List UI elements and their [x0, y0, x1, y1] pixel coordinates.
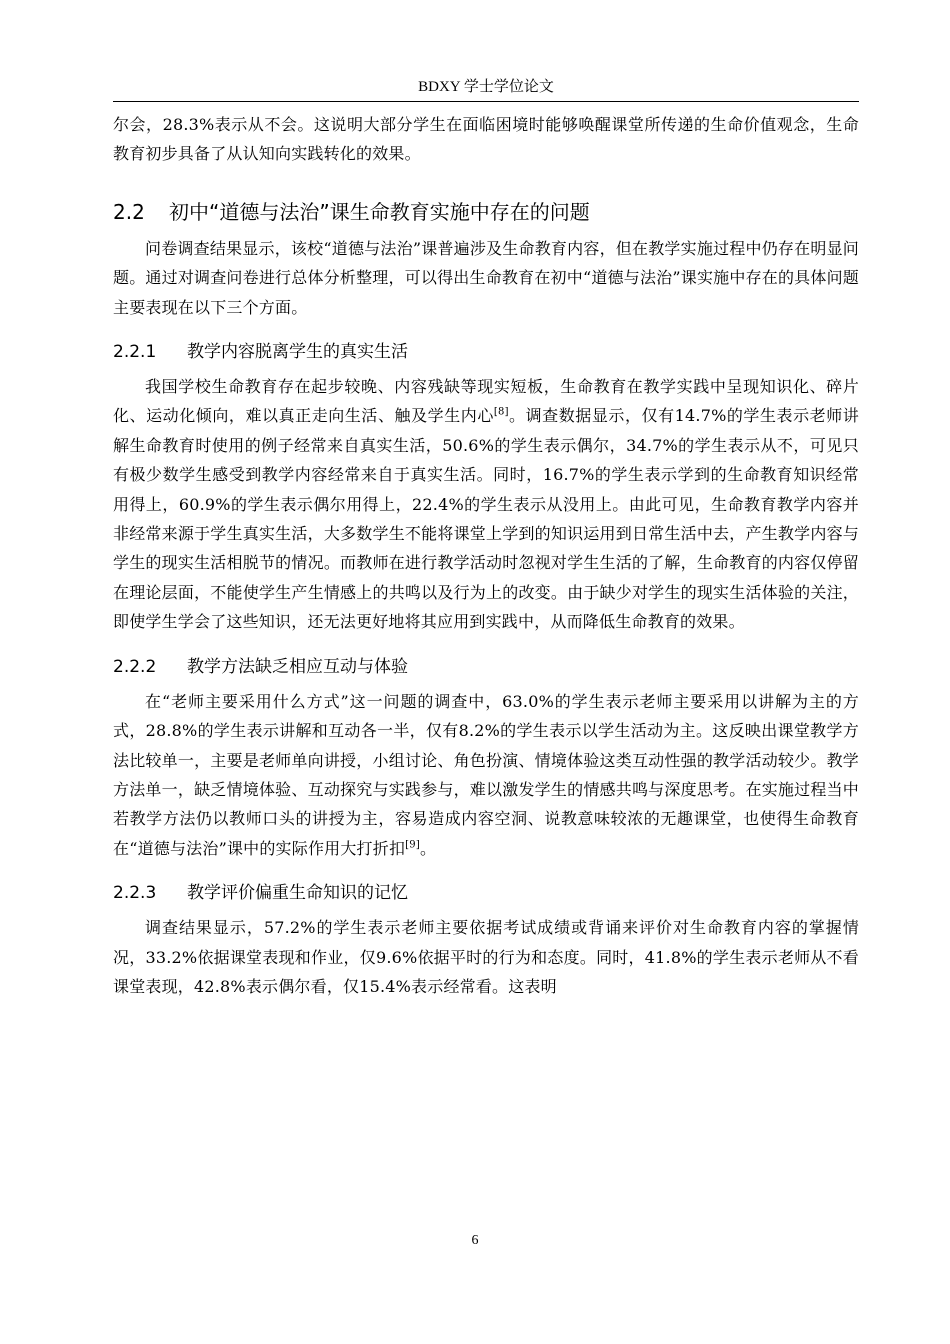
- section-title: 初中“道德与法治”课生命教育实施中存在的问题: [169, 199, 590, 224]
- subsection-number: 2.2.1: [113, 342, 157, 363]
- subsection-2-2-3-paragraph: 调查结果显示，57.2%的学生表示老师主要依据考试成绩或背诵来评价对生命教育内容的掌握情况，33.2%依据课堂表现和作业，仅9.6%依据平时的行为和态度。同时，41.8%的学生表示老师从不看课堂表现，42.8%表示偶尔看，仅15.4%表示经常看。这表明: [113, 918, 859, 996]
- paragraph-text: 。: [419, 838, 437, 858]
- subsection-number: 2.2.3: [113, 883, 157, 904]
- page-number: 6: [471, 1233, 479, 1248]
- subsection-title: 教学内容脱离学生的真实生活: [187, 342, 408, 363]
- paragraph-text: 在“老师主要采用什么方式”这一问题的调查中，63.0%的学生表示老师主要采用以讲解为主的方式，28.8%的学生表示讲解和互动各一半，仅有8.2%的学生表示以学生活动为主。这反映出课堂教学方法比较单一，主要是老师单向讲授，小组讨论、角色扮演、情境体验这类互动性强的教学活动较少。教学方法单一，缺乏情境体验、互动探究与实践参与，难以激发学生的情感共鸣与深度思考。在实施过程当中若教学方法仍以教师口头的讲授为主，容易造成内容空洞、说教意味较浓的无趣课堂，也使得生命教育在“道德与法治”课中的实际作用大打折扣: [113, 691, 859, 858]
- page-body: [113, 110, 859, 1001]
- paragraph-text: 我国学校生命教育存在起步较晚、内容残缺等现实短板，生命教育在教学实践中呈现知识化、碎片化、运动化倾向，难以真正走向生活、触及学生内心: [113, 377, 859, 426]
- subsection-2-2-1-paragraph: [113, 372, 859, 637]
- section-heading-2-2: [113, 198, 859, 227]
- paragraph-text: 。调查数据显示，仅有14.7%的学生表示老师讲解生命教育时使用的例子经常来自真实生活，50.6%的学生表示偶尔，34.7%的学生表示从不，可见只有极少数学生感受到教学内容经常来自于真实生活。同时，16.7%的学生表示学到的生命教育知识经常用得上，60.9%的学生表示偶尔用得上，22.4%的学生表示从没用上。由此可见，生命教育教学内容并非经常来源于学生真实生活，大多数学生不能将课堂上学到的知识运用到日常生活中去，产生教学内容与学生的现实生活相脱节的情况。而教师在进行教学活动时忽视对学生生活的了解，生命教育的内容仅停留在理论层面，不能使学生产生情感上的共鸣以及行为上的改变。由于缺少对学生的现实生活体验的关注，即使学生学会了这些知识，还无法更好地将其应用到实践中，从而降低生命教育的效果。: [113, 406, 859, 632]
- citation-ref: [8]: [493, 407, 509, 419]
- running-header: BDXY 学士学位论文: [418, 79, 554, 95]
- subsection-title: 教学方法缺乏相应互动与体验: [187, 656, 408, 677]
- continuation-paragraph: 尔会，28.3%表示从不会。这说明大部分学生在面临困境时能够唤醒课堂所传递的生命价值观念，生命教育初步具备了从认知向实践转化的效果。: [113, 115, 859, 164]
- section-number: 2.2: [113, 199, 145, 224]
- section-2-2-paragraph: 问卷调查结果显示，该校“道德与法治”课普遍涉及生命教育内容，但在教学实施过程中仍存在明显问题。通过对调查问卷进行总体分析整理，可以得出生命教育在初中“道德与法治”课实施中存在的具体问题主要表现在以下三个方面。: [113, 238, 859, 317]
- subsection-number: 2.2.2: [113, 656, 157, 677]
- citation-ref: [9]: [405, 839, 420, 851]
- subsection-2-2-2-paragraph: [113, 687, 859, 863]
- subsection-heading-2-2-1: [113, 338, 859, 366]
- header-rule: [113, 101, 859, 102]
- subsection-title: 教学评价偏重生命知识的记忆: [187, 883, 408, 904]
- subsection-heading-2-2-2: [113, 653, 859, 681]
- subsection-heading-2-2-3: [113, 879, 859, 907]
